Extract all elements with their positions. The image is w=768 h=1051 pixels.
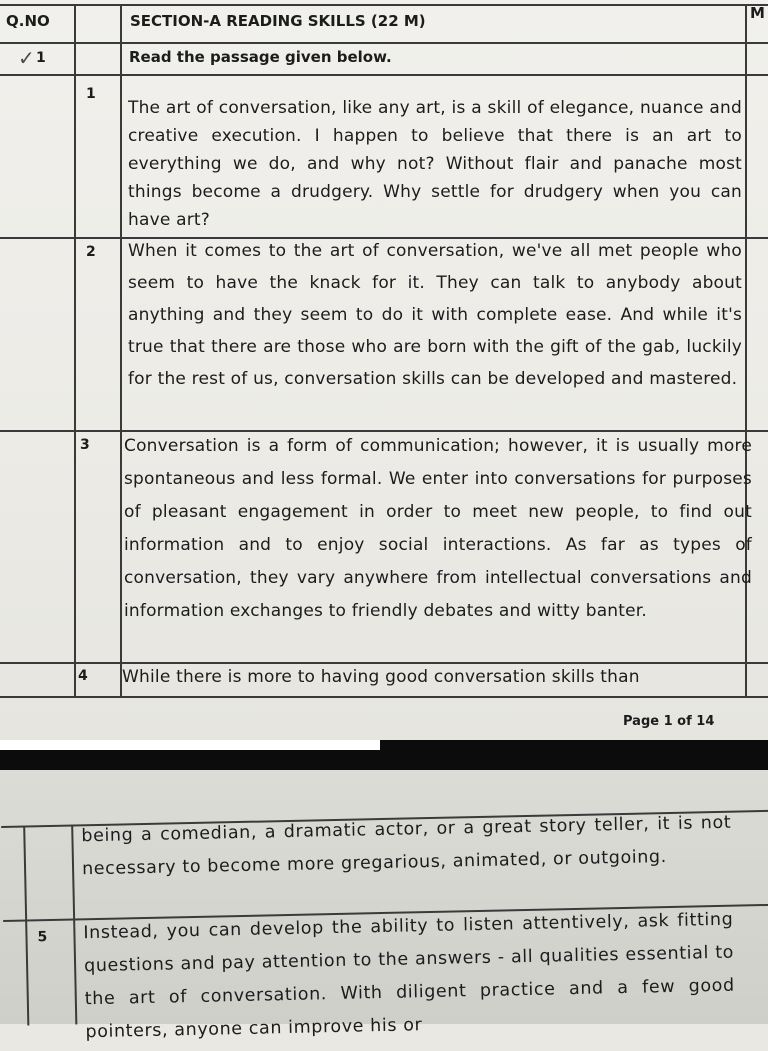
paragraph-number: 3 (80, 437, 90, 453)
paragraph-text: Conversation is a form of communication; however, it is usually more spontaneous and less formal. We enter into conversations for purposes of pleasant engagement in order to meet new people, to find out information and to enjoy social interactions. As far as types of conversation, they vary anywhere from intellectual conversations and information exchanges to friendly debates and witty banter. (124, 436, 752, 621)
paragraph-text: When it comes to the art of conversation, we've all met people who seem to have the knack for it. They can talk to anybody about anything and they seem to do it with complete ease. And while it's true that there are those who are born with the gift of the gab, luckily for the rest of us, conversation skills can be developed and mastered. (128, 241, 742, 389)
tick-mark-icon: ✓ (18, 46, 35, 70)
instruction-row-border (0, 74, 768, 76)
paragraph-number: 5 (37, 929, 48, 946)
col-divider-qno (74, 4, 76, 696)
table-top-border (0, 4, 768, 6)
paragraph-number: 4 (78, 668, 88, 684)
paragraph-number: 1 (86, 86, 96, 102)
page-2-table (0, 754, 768, 1043)
marks-header: M (750, 4, 765, 22)
paragraph-text: Instead, you can develop the ability to listen attentively, ask fitting questions and pay attention to the answers - all qualities essential to the art of conversation. With diligent practice and a few good pointers, anyone can improve his or (83, 909, 735, 1043)
question-instruction: Read the passage given below. (129, 48, 392, 66)
header-row-border (0, 42, 768, 44)
paragraph-text-continued: being a comedian, a dramatic actor, or a great story teller, it is not necessary to become more gregarious, animated, or outgoing. (81, 812, 732, 880)
col-divider-num (120, 4, 122, 696)
section-title: SECTION-A READING SKILLS (22 M) (130, 12, 426, 30)
table-bottom-border (0, 696, 768, 698)
paragraph-text: While there is more to having good conversation skills than (122, 667, 640, 687)
paragraph-text: The art of conversation, like any art, is a skill of elegance, nuance and creative execution. I happen to believe that there is an art to everything we do, and why not? Without flair and panache most things become a drudgery. Why settle for drudgery when you can have art? (128, 98, 742, 230)
page2-col-divider-num (71, 824, 77, 1024)
question-number: 1 (36, 50, 46, 66)
paragraph-number: 2 (86, 244, 96, 260)
page-number: Page 1 of 14 (623, 714, 715, 729)
qno-header: Q.NO (6, 12, 50, 30)
page2-col-divider-qno (23, 825, 29, 1025)
